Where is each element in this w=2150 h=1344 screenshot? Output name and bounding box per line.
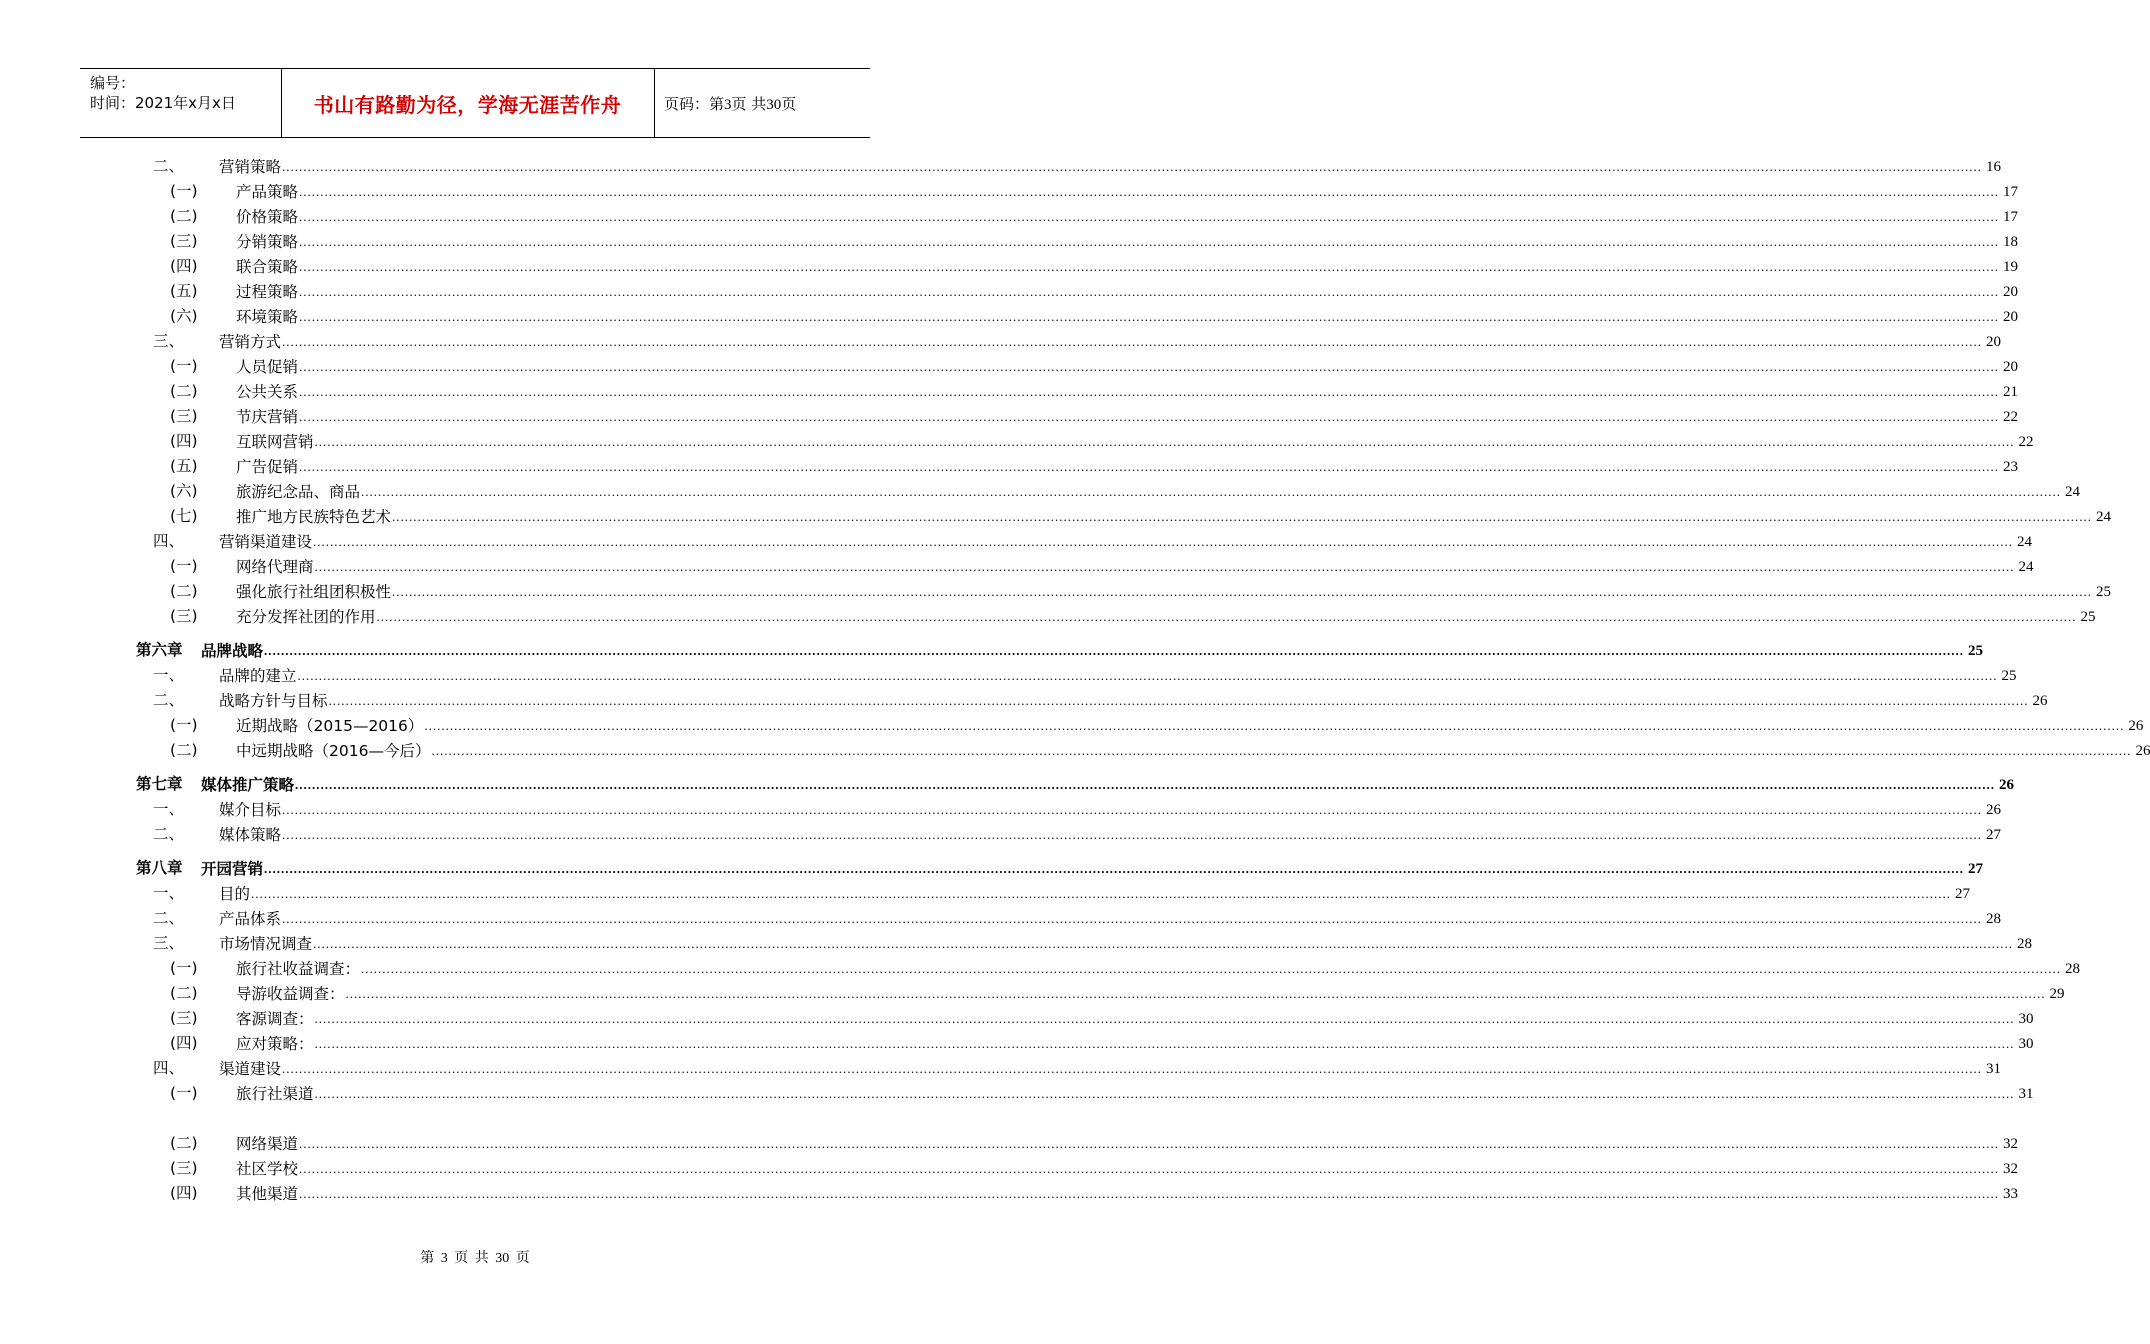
toc-entry-number: 四、 [153,1059,185,1077]
toc-dot-leader: ................................................................................................................................................................................................................................................................................................................................................................................................................ [282,911,1983,926]
toc-page-number: 22 [2018,434,2034,450]
toc-entry-row [170,305,2019,327]
toc-page-number: 17 [2003,209,2019,225]
toc-dot-leader: ................................................................................................................................................................................................................................................................................................................................................................................................................ [345,986,2046,1001]
toc-page-number: 26 [2135,743,2150,759]
toc-dot-leader: ................................................................................................................................................................................................................................................................................................................................................................................................................ [299,1136,2000,1151]
toc-entry-number: (一) [170,716,198,734]
toc-page-number: 23 [2003,459,2019,475]
toc-entry-number: (七) [170,507,198,525]
toc-entry-title: 广告促销 [236,458,299,476]
toc-dot-leader: ................................................................................................................................................................................................................................................................................................................................................................................................................ [314,1086,2015,1101]
toc-page-number: 24 [2018,559,2034,575]
toc-entry-title: 价格策略 [236,208,299,226]
toc-entry-title: 分销策略 [236,233,299,251]
toc-entry-number: (二) [170,984,198,1002]
toc-entry-number: (六) [170,307,198,325]
date-label: 时间：2021年x月x日 [90,94,236,112]
toc-entry-title: 节庆营销 [236,408,299,426]
toc-dot-leader: ................................................................................................................................................................................................................................................................................................................................................................................................................ [299,209,2000,224]
toc-entry-row [170,280,2019,302]
toc-entry-title: 旅游纪念品、商品 [236,483,361,501]
toc-entry-number: 第七章 [136,775,183,793]
toc-page-number: 20 [2003,359,2019,375]
toc-entry-number: (四) [170,1034,198,1052]
toc-entry-title: 媒体推广策略 [201,776,295,794]
toc-page-number: 31 [1986,1061,2002,1077]
toc-dot-leader: ................................................................................................................................................................................................................................................................................................................................................................................................................ [282,159,1983,174]
toc-dot-leader: ................................................................................................................................................................................................................................................................................................................................................................................................................ [282,827,1983,842]
page-footer: 第 3 页 共 30 页 [420,1251,530,1266]
toc-entry-row [153,907,2002,929]
toc-entry-title: 目的 [219,885,251,903]
toc-entry-title: 媒体策略 [219,826,282,844]
toc-chapter-row [136,857,1984,879]
toc-entry-title: 营销策略 [219,158,282,176]
toc-entry-row [170,1007,2034,1029]
toc-page-number: 27 [1968,861,1984,877]
page-label-mid: 页 共 [731,95,767,113]
toc-entry-number: 二、 [153,691,185,709]
page-label-prefix: 页码：第 [664,95,725,113]
toc-entry-row [153,530,2033,552]
toc-dot-leader: ................................................................................................................................................................................................................................................................................................................................................................................................................ [392,509,2093,524]
toc-dot-leader: ................................................................................................................................................................................................................................................................................................................................................................................................................ [264,861,1965,876]
toc-dot-leader: ................................................................................................................................................................................................................................................................................................................................................................................................................ [299,259,2000,274]
toc-page-number: 26 [1999,777,2015,793]
toc-page-number: 28 [2065,961,2081,977]
toc-entry-row [153,155,2002,177]
toc-entry-title: 品牌的建立 [219,667,297,685]
toc-entry-title: 应对策略： [236,1035,314,1053]
toc-entry-number: (一) [170,1084,198,1102]
toc-entry-title: 充分发挥社团的作用 [236,608,376,626]
header-meta [90,73,236,113]
toc-page-number: 26 [2128,718,2144,734]
toc-entry-title: 网络渠道 [236,1135,299,1153]
toc-entry-number: (一) [170,357,198,375]
toc-entry-number: 一、 [153,884,185,902]
toc-entry-number: (三) [170,232,198,250]
toc-entry-title: 营销渠道建设 [219,533,313,551]
toc-entry-title: 品牌战略 [201,642,264,660]
toc-dot-leader: ................................................................................................................................................................................................................................................................................................................................................................................................................ [328,693,2029,708]
toc-entry-number: (四) [170,257,198,275]
toc-entry-title: 中远期战略（2016—今后） [236,742,431,760]
toc-entry-number: (二) [170,582,198,600]
toc-entry-row [170,580,2112,602]
toc-dot-leader: ................................................................................................................................................................................................................................................................................................................................................................................................................ [295,777,1996,792]
toc-dot-leader: ................................................................................................................................................................................................................................................................................................................................................................................................................ [424,718,2125,733]
toc-dot-leader: ................................................................................................................................................................................................................................................................................................................................................................................................................ [282,334,1983,349]
toc-page-number: 25 [2080,609,2096,625]
toc-page-number: 32 [2003,1136,2019,1152]
toc-page-number: 26 [1986,802,2002,818]
toc-entry-row [153,330,2002,352]
toc-entry-row [153,932,2033,954]
toc-entry-number: (一) [170,557,198,575]
toc-entry-row [170,455,2019,477]
toc-dot-leader: ................................................................................................................................................................................................................................................................................................................................................................................................................ [361,961,2062,976]
toc-entry-row [170,1132,2019,1154]
toc-page-number: 27 [1986,827,2002,843]
toc-entry-row [170,230,2019,252]
page-header [80,68,870,138]
toc-entry-number: 二、 [153,157,185,175]
toc-entry-number: 二、 [153,825,185,843]
toc-page-number: 27 [1955,886,1971,902]
toc-dot-leader: ................................................................................................................................................................................................................................................................................................................................................................................................................ [282,1061,1983,1076]
toc-entry-row [153,823,2002,845]
toc-entry-row [170,1182,2019,1204]
toc-entry-number: (二) [170,382,198,400]
toc-entry-title: 过程策略 [236,283,299,301]
toc-entry-number: (五) [170,282,198,300]
toc-page-number: 24 [2065,484,2081,500]
toc-entry-number: (四) [170,432,198,450]
toc-entry-row [170,180,2019,202]
toc-entry-title: 互联网营销 [236,433,314,451]
toc-page-number: 30 [2018,1011,2034,1027]
toc-entry-number: (一) [170,182,198,200]
toc-page-number: 28 [1986,911,2002,927]
toc-page-number: 32 [2003,1161,2019,1177]
toc-entry-row [170,714,2144,736]
page-total: 30 [766,97,782,113]
toc-entry-number: (三) [170,407,198,425]
toc-entry-title: 人员促销 [236,358,299,376]
toc-page-number: 25 [2096,584,2112,600]
toc-entry-row [170,205,2019,227]
toc-page-number: 22 [2003,409,2019,425]
toc-entry-number: (六) [170,482,198,500]
toc-page-number: 33 [2003,1186,2019,1202]
toc-entry-title: 渠道建设 [219,1060,282,1078]
toc-entry-title: 开园营销 [201,860,264,878]
page-current: 3 [724,97,732,113]
toc-entry-title: 导游收益调查： [236,985,345,1003]
toc-entry-number: (三) [170,607,198,625]
toc-entry-title: 强化旅行社组团积极性 [236,583,392,601]
toc-dot-leader: ................................................................................................................................................................................................................................................................................................................................................................................................................ [299,459,2000,474]
toc-entry-title: 社区学校 [236,1160,299,1178]
toc-entry-number: (一) [170,959,198,977]
toc-entry-number: (二) [170,207,198,225]
toc-entry-row [170,505,2112,527]
toc-dot-leader: ................................................................................................................................................................................................................................................................................................................................................................................................................ [299,234,2000,249]
toc-dot-leader: ................................................................................................................................................................................................................................................................................................................................................................................................................ [251,886,1952,901]
toc-entry-title: 近期战略（2015—2016） [236,717,424,735]
toc-entry-row [170,1157,2019,1179]
toc-entry-title: 产品策略 [236,183,299,201]
toc-dot-leader: ................................................................................................................................................................................................................................................................................................................................................................................................................ [314,434,2015,449]
toc-dot-leader: ................................................................................................................................................................................................................................................................................................................................................................................................................ [299,1186,2000,1201]
toc-entry-number: (二) [170,1134,198,1152]
toc-page-number: 28 [2017,936,2033,952]
toc-entry-row [170,555,2034,577]
toc-entry-number: 四、 [153,532,185,550]
toc-dot-leader: ................................................................................................................................................................................................................................................................................................................................................................................................................ [297,668,1998,683]
toc-page-number: 17 [2003,184,2019,200]
toc-entry-row [170,1032,2034,1054]
code-label: 编号： [90,74,136,92]
toc-entry-row [170,1082,2034,1104]
header-page-info [664,93,796,114]
toc-entry-number: (五) [170,457,198,475]
toc-entry-title: 战略方针与目标 [219,692,328,710]
page-label-suffix: 页 [781,95,797,113]
toc-entry-row [153,689,2048,711]
toc-dot-leader: ................................................................................................................................................................................................................................................................................................................................................................................................................ [299,409,2000,424]
toc-dot-leader: ................................................................................................................................................................................................................................................................................................................................................................................................................ [314,1011,2015,1026]
toc-dot-leader: ................................................................................................................................................................................................................................................................................................................................................................................................................ [313,936,2014,951]
toc-entry-title: 媒介目标 [219,801,282,819]
toc-entry-number: 第八章 [136,859,183,877]
toc-entry-row [153,664,2017,686]
toc-entry-title: 营销方式 [219,333,282,351]
toc-entry-row [153,1057,2002,1079]
toc-entry-row [170,405,2019,427]
toc-dot-leader: ................................................................................................................................................................................................................................................................................................................................................................................................................ [361,484,2062,499]
toc-dot-leader: ................................................................................................................................................................................................................................................................................................................................................................................................................ [299,309,2000,324]
toc-page-number: 30 [2018,1036,2034,1052]
toc-dot-leader: ................................................................................................................................................................................................................................................................................................................................................................................................................ [299,384,2000,399]
toc-page-number: 25 [1968,643,1984,659]
toc-entry-title: 网络代理商 [236,558,314,576]
toc-entry-row [170,605,2096,627]
toc-dot-leader: ................................................................................................................................................................................................................................................................................................................................................................................................................ [299,359,2000,374]
toc-page-number: 16 [1986,159,2002,175]
toc-entry-row [170,957,2081,979]
toc-page-number: 20 [2003,309,2019,325]
toc-entry-row [170,355,2019,377]
toc-chapter-row [136,639,1984,661]
toc-dot-leader: ................................................................................................................................................................................................................................................................................................................................................................................................................ [431,743,2132,758]
toc-page-number: 20 [2003,284,2019,300]
toc-entry-title: 公共关系 [236,383,299,401]
toc-entry-title: 市场情况调查 [219,935,313,953]
toc-entry-number: (四) [170,1184,198,1202]
toc-entry-row [170,480,2081,502]
toc-entry-title: 客源调查： [236,1010,314,1028]
toc-entry-number: (三) [170,1159,198,1177]
toc-entry-title: 其他渠道 [236,1185,299,1203]
toc-entry-row [153,798,2002,820]
toc-entry-row [170,255,2019,277]
toc-page-number: 24 [2017,534,2033,550]
toc-page-number: 25 [2001,668,2017,684]
toc-dot-leader: ................................................................................................................................................................................................................................................................................................................................................................................................................ [314,1036,2015,1051]
toc-entry-number: (二) [170,741,198,759]
toc-entry-title: 推广地方民族特色艺术 [236,508,392,526]
toc-dot-leader: ................................................................................................................................................................................................................................................................................................................................................................................................................ [392,584,2093,599]
toc-entry-number: (三) [170,1009,198,1027]
toc-chapter-row [136,773,2015,795]
toc-dot-leader: ................................................................................................................................................................................................................................................................................................................................................................................................................ [264,643,1965,658]
toc-page-number: 26 [2032,693,2048,709]
toc-entry-title: 产品体系 [219,910,282,928]
toc-entry-title: 旅行社渠道 [236,1085,314,1103]
toc-entry-row [170,739,2150,761]
toc-page-number: 24 [2096,509,2112,525]
toc-dot-leader: ................................................................................................................................................................................................................................................................................................................................................................................................................ [376,609,2077,624]
toc-entry-number: 第六章 [136,641,183,659]
toc-page-number: 31 [2018,1086,2034,1102]
toc-entry-title: 环境策略 [236,308,299,326]
toc-entry-row [170,380,2019,402]
toc-page-number: 20 [1986,334,2002,350]
toc-entry-number: 一、 [153,666,185,684]
toc-page-number: 29 [2049,986,2065,1002]
toc-entry-number: 三、 [153,934,185,952]
toc-page-number: 19 [2003,259,2019,275]
toc-page-number: 21 [2003,384,2019,400]
toc-dot-leader: ................................................................................................................................................................................................................................................................................................................................................................................................................ [299,284,2000,299]
toc-dot-leader: ................................................................................................................................................................................................................................................................................................................................................................................................................ [314,559,2015,574]
toc-dot-leader: ................................................................................................................................................................................................................................................................................................................................................................................................................ [282,802,1983,817]
toc-dot-leader: ................................................................................................................................................................................................................................................................................................................................................................................................................ [313,534,2014,549]
toc-dot-leader: ................................................................................................................................................................................................................................................................................................................................................................................................................ [299,1161,2000,1176]
toc-entry-number: 一、 [153,800,185,818]
toc-entry-title: 联合策略 [236,258,299,276]
header-motto: 书山有路勤为径，学海无涯苦作舟 [313,93,622,117]
toc-entry-title: 旅行社收益调查： [236,960,361,978]
toc-entry-row [170,430,2034,452]
toc-dot-leader: ................................................................................................................................................................................................................................................................................................................................................................................................................ [299,184,2000,199]
toc-entry-number: 二、 [153,909,185,927]
toc-page-number: 18 [2003,234,2019,250]
toc-entry-row [153,882,1971,904]
toc-entry-row [170,982,2065,1004]
toc-entry-number: 三、 [153,332,185,350]
